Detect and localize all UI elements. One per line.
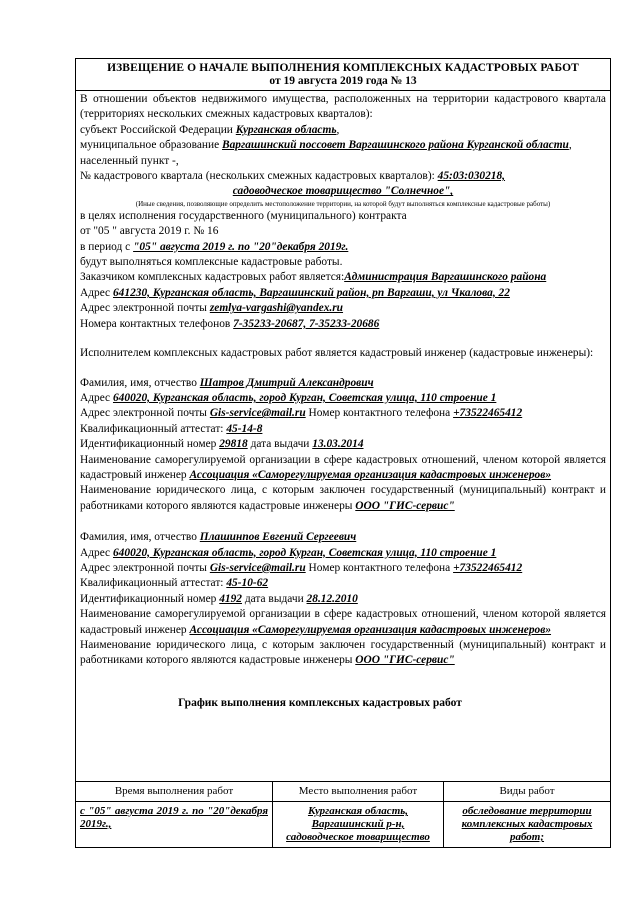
engineer-company: ООО "ГИС-сервис" bbox=[355, 654, 455, 667]
schedule-table bbox=[75, 781, 611, 848]
engineer-email: Gis-service@mail.ru bbox=[209, 407, 306, 420]
schedule-header-row bbox=[76, 782, 611, 802]
company-label: Наименование юридического лица, с которым заключен государственный (муниципальный) контракт и работниками которого являются кадастровые инженеры bbox=[80, 484, 606, 512]
engineer-phone: +73522465412 bbox=[453, 561, 523, 574]
notice-title: ИЗВЕЩЕНИЕ О НАЧАЛЕ ВЫПОЛНЕНИЯ КОМПЛЕКСНЫХ КАДАСТРОВЫХ РАБОТ bbox=[107, 62, 579, 74]
schedule-title: График выполнения комплексных кадастровых работ bbox=[178, 697, 462, 709]
customer-line bbox=[80, 270, 606, 285]
engineer-address-line bbox=[80, 391, 606, 406]
schedule-time-value: с "05" августа 2019 г. по "20"декабря 2019г., bbox=[80, 805, 268, 830]
municipal-label: муниципальное образование bbox=[80, 139, 220, 152]
engineer-address: 640020, Курганская область, город Курган, Советская улица, 110 строение 1 bbox=[112, 391, 497, 404]
engineer-issue-date: 28.12.2010 bbox=[306, 592, 358, 605]
engineer-sro: Ассоциация «Саморегулируемая организация кадастровых инженеров» bbox=[189, 468, 552, 481]
issue-date-label: дата выдачи bbox=[250, 438, 310, 451]
customer-phones-label: Номера контактных телефонов bbox=[80, 317, 231, 330]
engineer-phone: +73522465412 bbox=[453, 407, 523, 420]
schedule-cell-place bbox=[273, 802, 444, 848]
contract-date: от "05 " августа 2019 г. № 16 bbox=[80, 225, 219, 238]
quarter-line bbox=[80, 169, 606, 184]
customer-address-line bbox=[80, 286, 606, 301]
phone-label: Номер контактного телефона bbox=[308, 407, 451, 420]
period-label: в период с bbox=[80, 240, 131, 253]
issue-date-label: дата выдачи bbox=[244, 592, 304, 605]
customer-phones-value: 7-35233-20687, 7-35233-20686 bbox=[233, 317, 380, 330]
phone-label: Номер контактного телефона bbox=[308, 561, 451, 574]
period-value: "05" августа 2019 г. по "20"декабря 2019г. bbox=[133, 240, 349, 253]
location-note: (Иные сведения, позволяющие определить местоположение территории, на которой будут выполняться комплексные кадастровые работы) bbox=[135, 199, 551, 208]
customer-phones-line bbox=[80, 317, 606, 332]
spacer bbox=[80, 362, 606, 376]
email-label: Адрес электронной почты bbox=[80, 407, 207, 420]
engineer-attestat: 45-10-62 bbox=[226, 577, 269, 590]
notice-header bbox=[76, 59, 610, 91]
subject-label: субъект Российской Федерации bbox=[80, 123, 233, 136]
engineer-fio: Плашинnов Евгений Сергеевич bbox=[199, 531, 357, 544]
engineer-fio-line bbox=[80, 376, 606, 391]
period-line bbox=[80, 240, 606, 255]
customer-email-line bbox=[80, 301, 606, 316]
engineer-ident: 29818 bbox=[219, 438, 248, 451]
works-text: будут выполняться комплексные кадастровые работы. bbox=[80, 256, 343, 269]
fio-label: Фамилия, имя, отчество bbox=[80, 531, 197, 544]
notice-frame bbox=[75, 58, 611, 844]
schedule-works-value: обследование территории комплексных кадастровых работ; bbox=[461, 805, 593, 843]
engineer-fio-line bbox=[80, 530, 606, 545]
address-label: Адрес bbox=[80, 546, 111, 559]
municipal-value: Варгашинский поссовет Варгашинского района Курганской области bbox=[222, 139, 569, 152]
schedule-header-time: Время выполнения работ bbox=[76, 782, 273, 802]
notice-body bbox=[76, 91, 610, 669]
engineer-company-line bbox=[80, 638, 606, 669]
engineer-ident: 4192 bbox=[219, 592, 242, 605]
municipal-line: муниципальное образование Варгашинский поссовет Варгашинского района Курганской области, bbox=[80, 139, 572, 152]
executor-text: Исполнителем комплексных кадастровых работ является кадастровый инженер (кадастровые инженеры): bbox=[80, 347, 594, 360]
engineer-fio: Шатров Дмитрий Александрович bbox=[199, 376, 374, 389]
notice-subtitle: от 19 августа 2019 года № 13 bbox=[269, 75, 417, 87]
engineer-issue-date: 13.03.2014 bbox=[312, 438, 364, 451]
engineer-address-line bbox=[80, 546, 606, 561]
address-label: Адрес bbox=[80, 391, 111, 404]
spacer bbox=[80, 514, 606, 530]
attestat-label: Квалификационный аттестат: bbox=[80, 577, 224, 590]
engineer-contact-line bbox=[80, 561, 606, 576]
engineer-sro-line bbox=[80, 607, 606, 638]
engineer-ident-line bbox=[80, 592, 606, 607]
engineer-company: ООО "ГИС-сервис" bbox=[355, 499, 455, 512]
customer-address-label: Адрес bbox=[80, 286, 111, 299]
schedule-place-value: Курганская область, Варгашинский р-н, садоводческое товарищество bbox=[286, 805, 430, 843]
engineer-attestat: 45-14-8 bbox=[226, 422, 263, 435]
schedule-cell-time bbox=[76, 802, 273, 848]
intro-text: В отношении объектов недвижимого имущества, расположенных на территории кадастрового квартала (территориях нескольких смежных кадастровых кварталов): bbox=[80, 93, 606, 121]
schedule-header-place: Место выполнения работ bbox=[273, 782, 444, 802]
company-label: Наименование юридического лица, с которым заключен государственный (муниципальный) контракт и работниками которого являются кадастровые инженеры bbox=[80, 639, 606, 667]
settlement-line: населенный пункт -, bbox=[80, 154, 179, 167]
engineer-company-line bbox=[80, 483, 606, 514]
engineer-attestat-line bbox=[80, 422, 606, 437]
quarter-label: № кадастрового квартала (нескольких смежных кадастровых кварталов): bbox=[80, 170, 435, 183]
engineer-ident-line bbox=[80, 437, 606, 452]
schedule-header-works: Виды работ bbox=[444, 782, 611, 802]
customer-email-label: Адрес электронной почты bbox=[80, 302, 207, 315]
fio-label: Фамилия, имя, отчество bbox=[80, 376, 197, 389]
engineer-attestat-line bbox=[80, 576, 606, 591]
email-label: Адрес электронной почты bbox=[80, 561, 207, 574]
engineer-sro: Ассоциация «Саморегулируемая организация кадастровых инженеров» bbox=[189, 623, 552, 636]
ident-label: Идентификационный номер bbox=[80, 592, 217, 605]
customer-email-value: zemlya-vargashi@yandex.ru bbox=[209, 302, 344, 315]
engineer-address: 640020, Курганская область, город Курган, Советская улица, 110 строение 1 bbox=[112, 546, 497, 559]
quarter-value: 45:03:030218, bbox=[437, 170, 506, 183]
customer-label: Заказчиком комплексных кадастровых работ является: bbox=[80, 271, 345, 284]
quarter-line-2 bbox=[80, 184, 606, 199]
schedule-cell-works bbox=[444, 802, 611, 848]
customer-address-value: 641230, Курганская область, Варгашинский район, рп Варгаши, ул Чкалова, 22 bbox=[112, 286, 510, 299]
spacer bbox=[80, 332, 606, 346]
engineer-block bbox=[80, 530, 606, 669]
engineer-contact-line bbox=[80, 406, 606, 421]
subject-line: субъект Российской Федерации Курганская область, bbox=[80, 123, 340, 136]
quarter-value-2: садоводческое товарищество "Солнечное", bbox=[232, 185, 454, 198]
contract-text: в целях исполнения государственного (муниципального) контракта bbox=[80, 209, 407, 222]
engineer-block bbox=[80, 376, 606, 515]
attestat-label: Квалификационный аттестат: bbox=[80, 422, 224, 435]
sro-label: Наименование саморегулируемой организации в сфере кадастровых отношений, членом которой является кадастровый инженер bbox=[80, 453, 606, 481]
subject-value: Курганская область bbox=[235, 123, 337, 136]
ident-label: Идентификационный номер bbox=[80, 438, 217, 451]
engineer-email: Gis-service@mail.ru bbox=[209, 561, 306, 574]
schedule-row bbox=[76, 802, 611, 848]
customer-value: Администрация Варгашинского района bbox=[344, 271, 547, 284]
engineer-sro-line bbox=[80, 453, 606, 484]
sro-label: Наименование саморегулируемой организации в сфере кадастровых отношений, членом которой является кадастровый инженер bbox=[80, 608, 606, 636]
